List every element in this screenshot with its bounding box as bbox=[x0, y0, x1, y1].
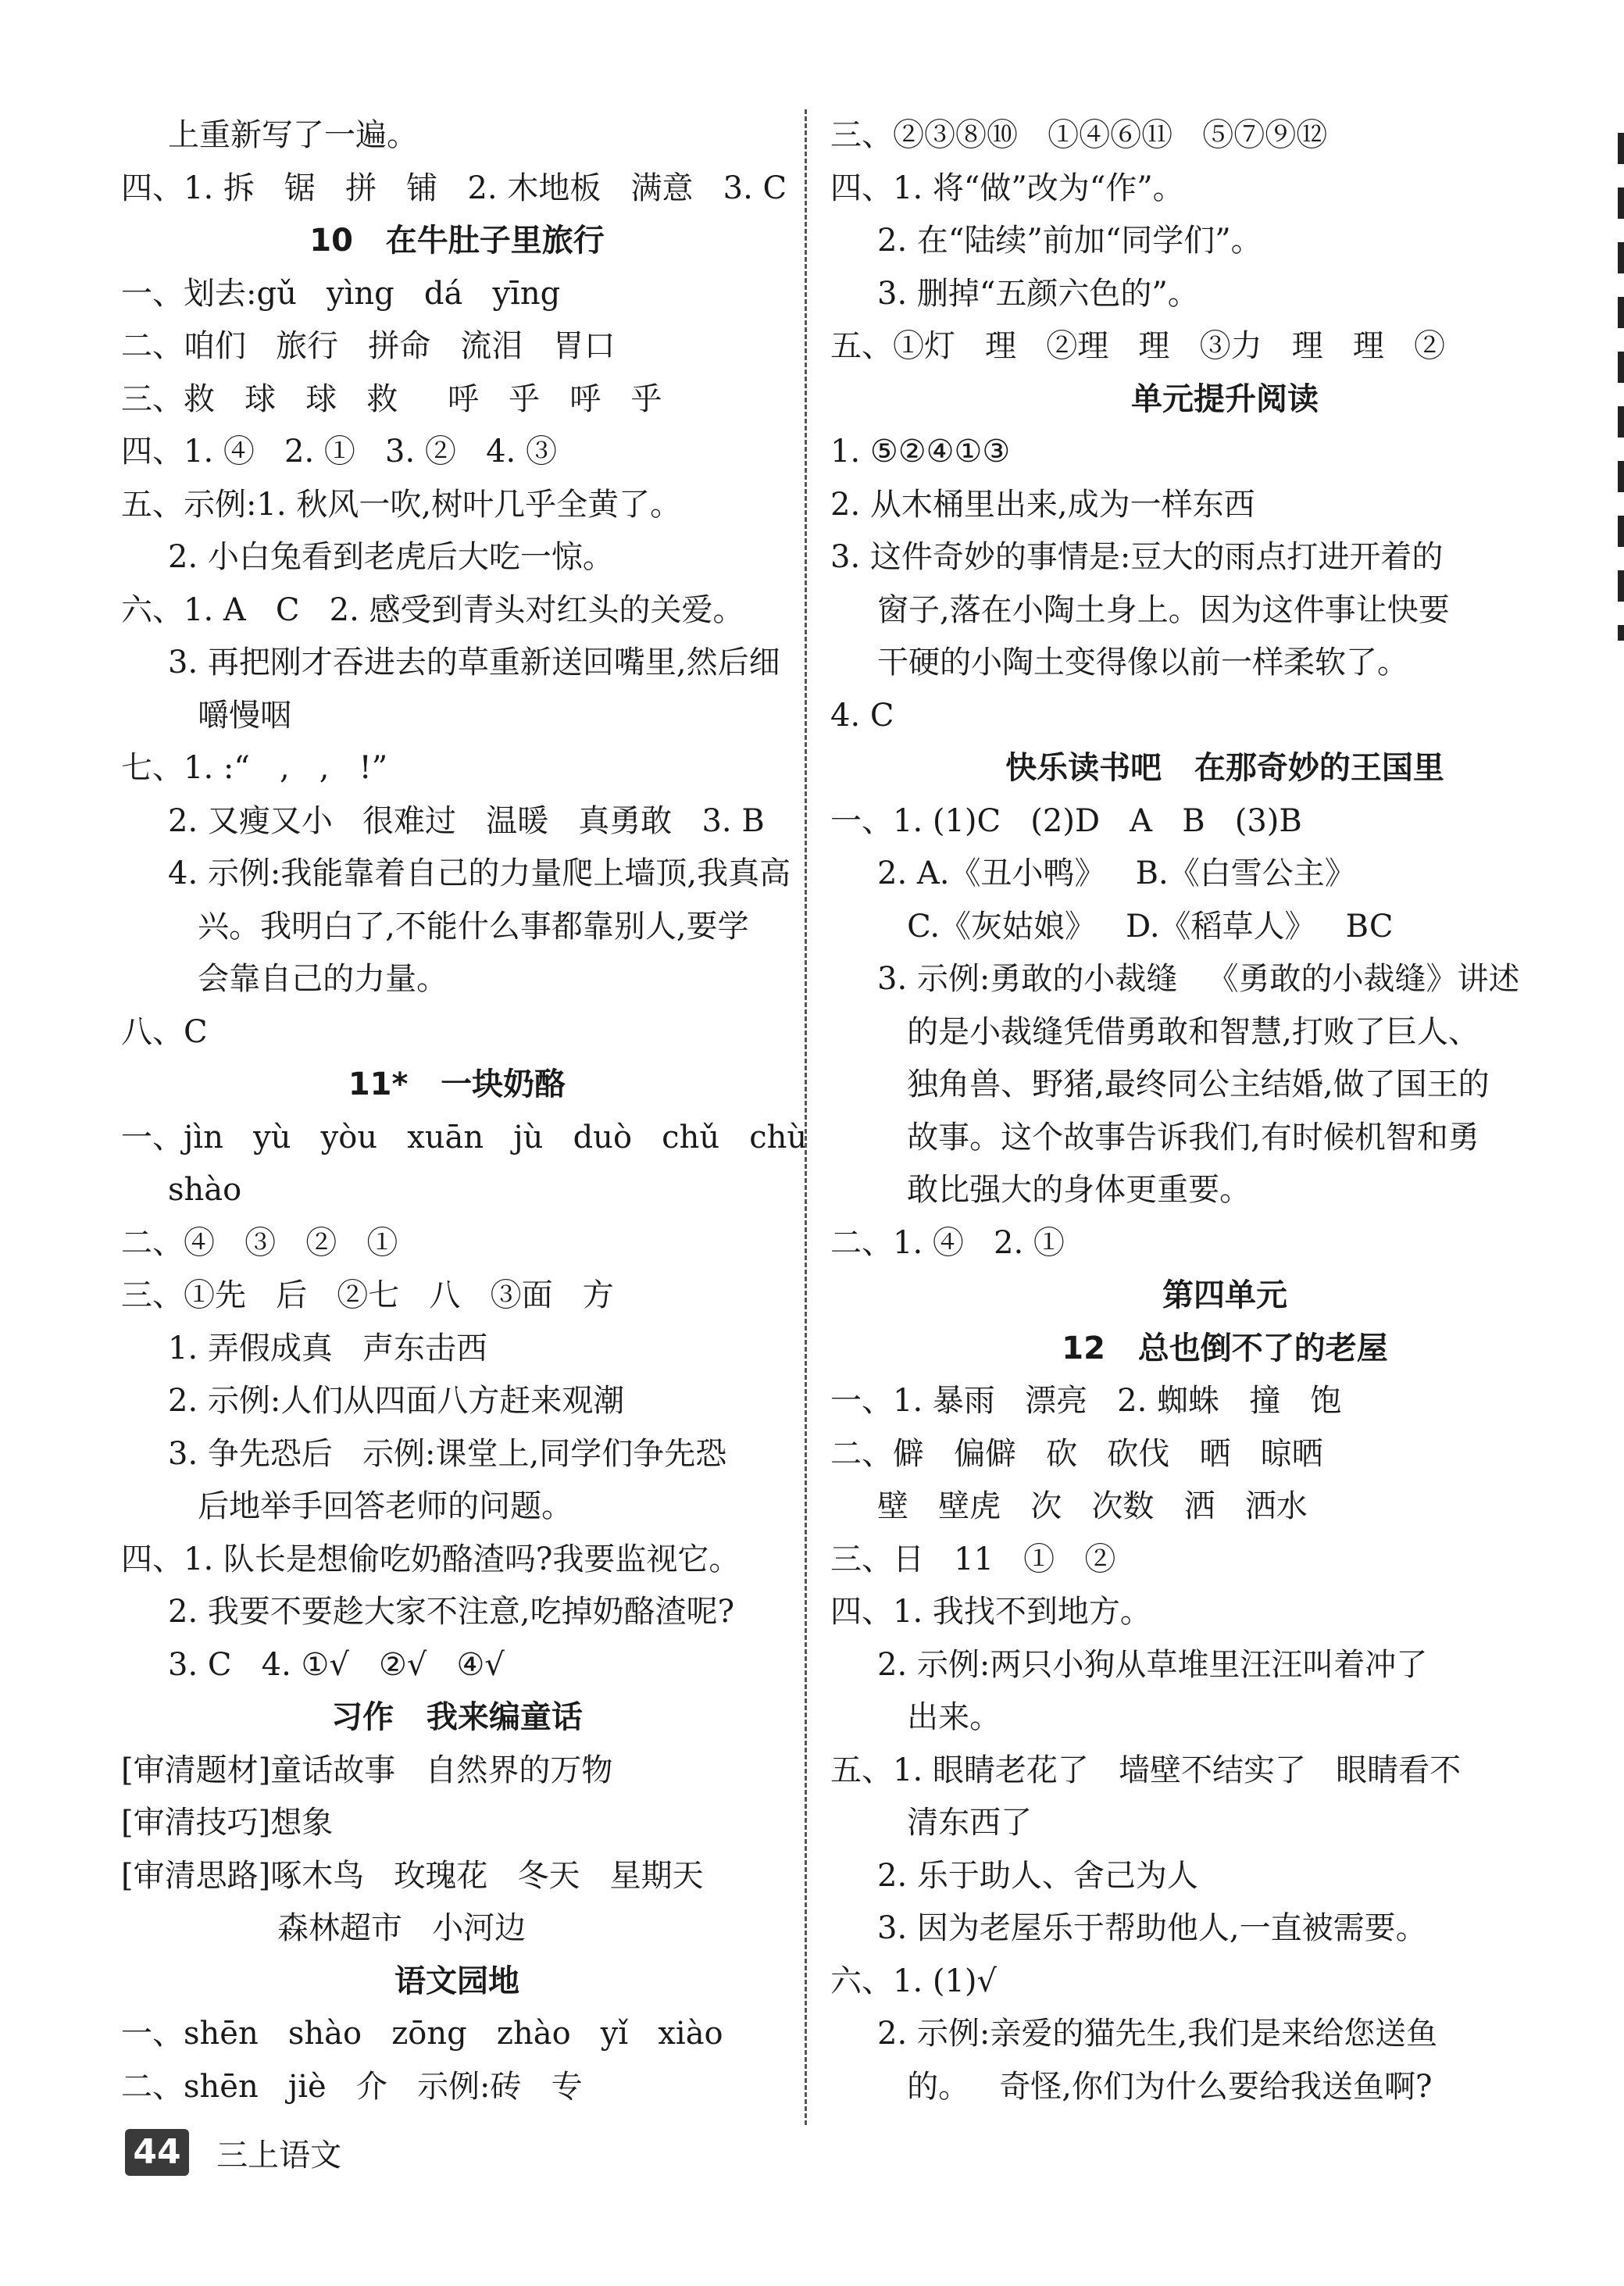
answer-line: 3. 再把刚才吞进去的草重新送回嘴里,然后细 bbox=[168, 645, 780, 680]
answer-line: 三、①先 后 ②七 八 ③面 方 bbox=[121, 1277, 614, 1313]
answer-line: 独角兽、野猪,最终同公主结婚,做了国王的 bbox=[877, 1066, 1490, 1102]
answer-line: 三、救 球 球 救 呼 乎 呼 乎 bbox=[121, 380, 662, 417]
answer-line: 二、咱们 旅行 拼命 流泪 胃口 bbox=[121, 328, 616, 364]
answer-line: 3. 示例:勇敢的小裁缝 《勇敢的小裁缝》讲述 bbox=[877, 961, 1520, 997]
answer-line: 故事。这个故事告诉我们,有时候机智和勇 bbox=[877, 1119, 1479, 1156]
answer-line: 一、jìn yù yòu xuān jù duò chǔ chù bbox=[121, 1119, 808, 1156]
section-heading: 单元提升阅读 bbox=[1131, 380, 1319, 417]
section-heading: 12 总也倒不了的老屋 bbox=[1062, 1330, 1388, 1366]
answer-line: 4. C bbox=[830, 697, 894, 734]
answer-line: 3. 争先恐后 示例:课堂上,同学们争先恐 bbox=[168, 1435, 727, 1472]
answer-line: C.《灰姑娘》 D.《稻草人》 BC bbox=[877, 908, 1394, 945]
answer-line: 七、1. :“ , , !” bbox=[121, 750, 388, 786]
answer-line: 2. 示例:两只小狗从草堆里汪汪叫着冲了 bbox=[877, 1646, 1428, 1683]
answer-line: 壁 壁虎 次 次数 洒 洒水 bbox=[877, 1488, 1308, 1524]
answer-line: 清东西了 bbox=[877, 1805, 1033, 1841]
section-heading: 习作 我来编童话 bbox=[331, 1699, 583, 1735]
answer-line: 四、1. 拆 锯 拼 铺 2. 木地板 满意 3. C bbox=[121, 170, 787, 206]
answer-line: 一、划去:gǔ yìng dá yīng bbox=[121, 275, 561, 312]
answer-line: 敢比强大的身体更重要。 bbox=[877, 1172, 1251, 1208]
answer-line: shào bbox=[168, 1172, 242, 1208]
answer-line: 六、1. A C 2. 感受到青头对红头的关爱。 bbox=[121, 591, 744, 628]
answer-line: 窗子,落在小陶土身上。因为这件事让快要 bbox=[877, 591, 1450, 628]
answer-line: 一、1. 暴雨 漂亮 2. 蜘蛛 撞 饱 bbox=[830, 1383, 1342, 1419]
answer-line: 四、1. ④ 2. ① 3. ② 4. ③ bbox=[121, 434, 557, 470]
answer-line: 2. 我要不要趁大家不注意,吃掉奶酪渣呢? bbox=[168, 1594, 735, 1630]
answer-line: [审清思路]啄木鸟 玫瑰花 冬天 星期天 bbox=[121, 1857, 704, 1894]
answer-line: 五、①灯 理 ②理 理 ③力 理 理 ② bbox=[830, 328, 1446, 364]
answer-line: 1. ⑤②④①③ bbox=[830, 434, 1011, 470]
answer-line: 森林超市 小河边 bbox=[277, 1910, 526, 1946]
answer-line: 3. C 4. ①√ ②√ ④√ bbox=[168, 1646, 505, 1683]
answer-line: 后地举手回答老师的问题。 bbox=[168, 1488, 573, 1524]
answer-line: 的。 奇怪,你们为什么要给我送鱼啊? bbox=[877, 2068, 1433, 2105]
section-heading: 语文园地 bbox=[394, 1963, 519, 1999]
column-divider bbox=[805, 109, 807, 2125]
subject-label: 三上语文 bbox=[216, 2137, 342, 2173]
answer-line: 2. 乐于助人、舍己为人 bbox=[877, 1857, 1198, 1894]
answer-line: 四、1. 将“做”改为“作”。 bbox=[830, 170, 1184, 206]
answer-line: 三、日 11 ① ② bbox=[830, 1541, 1116, 1577]
answer-line: 一、1. (1)C (2)D A B (3)B bbox=[830, 802, 1302, 839]
section-heading: 快乐读书吧 在那奇妙的王国里 bbox=[1005, 750, 1444, 786]
answer-line: 二、僻 偏僻 砍 砍伐 晒 晾晒 bbox=[830, 1435, 1323, 1472]
answer-line: [审清题材]童话故事 自然界的万物 bbox=[121, 1752, 613, 1788]
answer-line: 八、C bbox=[121, 1013, 208, 1050]
answer-line: 会靠自己的力量。 bbox=[168, 961, 448, 997]
answer-line: 2. 从木桶里出来,成为一样东西 bbox=[830, 486, 1255, 523]
section-heading: 10 在牛肚子里旅行 bbox=[309, 223, 605, 259]
answer-line: 二、④ ③ ② ① bbox=[121, 1224, 398, 1261]
answer-line: 兴。我明白了,不能什么事都靠别人,要学 bbox=[168, 908, 749, 945]
left-column bbox=[121, 109, 808, 2113]
answer-line: 二、1. ④ 2. ① bbox=[830, 1224, 1065, 1261]
answer-line: 的是小裁缝凭借勇敢和智慧,打败了巨人、 bbox=[877, 1013, 1479, 1050]
answer-line: 2. 又瘦又小 很难过 温暖 真勇敢 3. B bbox=[168, 802, 765, 839]
page-edge-marks bbox=[1618, 133, 1624, 641]
answer-line: 1. 弄假成真 声东击西 bbox=[168, 1330, 488, 1366]
section-heading: 11* 一块奶酪 bbox=[348, 1066, 566, 1102]
answer-line: 出来。 bbox=[877, 1699, 1001, 1735]
answer-line: 四、1. 我找不到地方。 bbox=[830, 1594, 1151, 1630]
page-number: 44 bbox=[125, 2129, 189, 2176]
answer-line: 上重新写了一遍。 bbox=[168, 117, 418, 153]
answer-line: 4. 示例:我能靠着自己的力量爬上墙顶,我真高 bbox=[168, 855, 791, 891]
answer-line: 2. A.《丑小鸭》 B.《白雪公主》 bbox=[877, 855, 1356, 891]
answer-line: 三、②③⑧⑩ ①④⑥⑪ ⑤⑦⑨⑫ bbox=[830, 117, 1328, 153]
answer-line: 五、1. 眼睛老花了 墙壁不结实了 眼睛看不 bbox=[830, 1752, 1462, 1788]
section-heading: 第四单元 bbox=[1162, 1277, 1287, 1313]
right-column bbox=[830, 109, 1619, 2113]
answer-line: 干硬的小陶土变得像以前一样柔软了。 bbox=[877, 645, 1408, 680]
answer-line: 四、1. 队长是想偷吃奶酪渣吗?我要监视它。 bbox=[121, 1541, 741, 1577]
answer-line: 2. 在“陆续”前加“同学们”。 bbox=[877, 223, 1262, 259]
answer-line: 2. 示例:亲爱的猫先生,我们是来给您送鱼 bbox=[877, 2016, 1438, 2052]
answer-line: 一、shēn shào zōng zhào yǐ xiào bbox=[121, 2016, 723, 2052]
answer-line: 3. 删掉“五颜六色的”。 bbox=[877, 275, 1199, 312]
answer-line: [审清技巧]想象 bbox=[121, 1805, 334, 1841]
answer-line: 3. 因为老屋乐于帮助他人,一直被需要。 bbox=[877, 1910, 1427, 1946]
answer-line: 六、1. (1)√ bbox=[830, 1963, 998, 1999]
answer-line: 二、shēn jiè 介 示例:砖 专 bbox=[121, 2068, 583, 2105]
answer-line: 五、示例:1. 秋风一吹,树叶几乎全黄了。 bbox=[121, 486, 682, 523]
page-footer bbox=[125, 2129, 341, 2184]
answer-line: 3. 这件奇妙的事情是:豆大的雨点打进开着的 bbox=[830, 539, 1444, 575]
answer-line: 2. 示例:人们从四面八方赶来观潮 bbox=[168, 1383, 625, 1419]
answer-line: 嚼慢咽 bbox=[168, 697, 292, 734]
answer-line: 2. 小白兔看到老虎后大吃一惊。 bbox=[168, 539, 614, 575]
